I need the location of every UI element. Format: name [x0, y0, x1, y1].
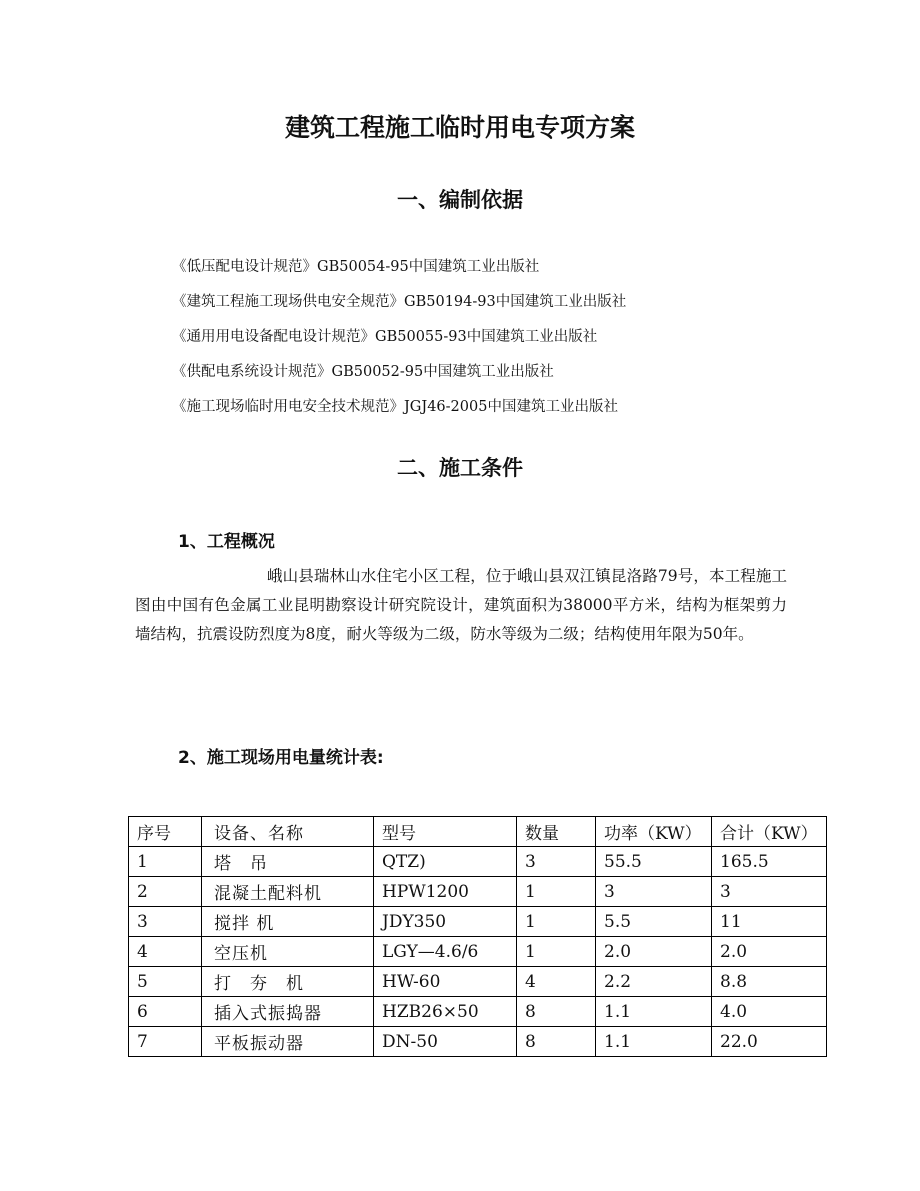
table-row — [129, 907, 827, 937]
project-overview-paragraph: 峨山县瑞林山水住宅小区工程，位于峨山县双江镇昆洛路79号，本工程施工图由中国有色金属工业昆明勘察设计研究院设计，建筑面积为38000平方米，结构为框架剪力墙结构，抗震设防烈度为8度，耐火等级为二级，防水等级为二级；结构使用年限为50年。 — [135, 567, 787, 643]
table-cell: 4 — [129, 937, 202, 967]
table-cell: 3 — [712, 877, 827, 907]
table-cell: 2.0 — [596, 937, 712, 967]
table-cell: 55.5 — [596, 847, 712, 877]
header-cell: 设备、名称 — [202, 817, 374, 847]
table-cell: 插入式振捣器 — [202, 997, 374, 1027]
table-cell: DN-50 — [374, 1027, 517, 1057]
table-cell: QTZ) — [374, 847, 517, 877]
table-cell: JDY350 — [374, 907, 517, 937]
table-cell: 5 — [129, 967, 202, 997]
table-cell: LGY—4.6/6 — [374, 937, 517, 967]
table-cell: 1 — [129, 847, 202, 877]
table-cell: 混凝土配料机 — [202, 877, 374, 907]
table-cell: 7 — [129, 1027, 202, 1057]
table-cell: 11 — [712, 907, 827, 937]
table-cell: 6 — [129, 997, 202, 1027]
table-cell: 165.5 — [712, 847, 827, 877]
document-title: 建筑工程施工临时用电专项方案 — [284, 113, 635, 142]
reference-item: 《建筑工程施工现场供电安全规范》GB50194-93中国建筑工业出版社 — [172, 294, 627, 310]
table-cell: 4 — [517, 967, 596, 997]
subsection-heading-power-table: 2、施工现场用电量统计表: — [178, 748, 384, 768]
table-cell: 4.0 — [712, 997, 827, 1027]
table-cell: 2.2 — [596, 967, 712, 997]
table-cell: 8 — [517, 1027, 596, 1057]
header-cell: 序号 — [129, 817, 202, 847]
table-cell: 3 — [517, 847, 596, 877]
table-header-row — [129, 817, 827, 847]
table-cell: 塔 吊 — [202, 847, 374, 877]
table-row — [129, 847, 827, 877]
section-heading-conditions: 二、施工条件 — [397, 456, 523, 480]
header-cell: 数量 — [517, 817, 596, 847]
section-heading-basis: 一、编制依据 — [397, 188, 523, 212]
table-cell: 打 夯 机 — [202, 967, 374, 997]
table-cell: HZB26×50 — [374, 997, 517, 1027]
reference-list — [172, 257, 626, 432]
table-row — [129, 1027, 827, 1057]
table-cell: HW-60 — [374, 967, 517, 997]
table-cell: 22.0 — [712, 1027, 827, 1057]
table-row — [129, 997, 827, 1027]
table-cell: 1.1 — [596, 1027, 712, 1057]
table-cell: 3 — [129, 907, 202, 937]
table-row — [129, 937, 827, 967]
power-statistics-table — [128, 816, 827, 1057]
table-row — [129, 877, 827, 907]
table-cell: 平板振动器 — [202, 1027, 374, 1057]
header-cell: 功率（KW） — [596, 817, 712, 847]
table-cell: 2.0 — [712, 937, 827, 967]
table-cell: 空压机 — [202, 937, 374, 967]
header-cell: 合计（KW） — [712, 817, 827, 847]
table-cell: HPW1200 — [374, 877, 517, 907]
table-cell: 3 — [596, 877, 712, 907]
table-cell: 8 — [517, 997, 596, 1027]
table-cell: 2 — [129, 877, 202, 907]
table-cell: 1 — [517, 877, 596, 907]
table-cell: 1.1 — [596, 997, 712, 1027]
table-cell: 5.5 — [596, 907, 712, 937]
table-cell: 搅拌 机 — [202, 907, 374, 937]
reference-item: 《低压配电设计规范》GB50054-95中国建筑工业出版社 — [172, 259, 540, 275]
header-cell: 型号 — [374, 817, 517, 847]
table-cell: 8.8 — [712, 967, 827, 997]
reference-item: 《供配电系统设计规范》GB50052-95中国建筑工业出版社 — [172, 364, 554, 380]
table-cell: 1 — [517, 907, 596, 937]
subsection-heading-overview: 1、工程概况 — [178, 532, 275, 552]
table-row — [129, 967, 827, 997]
reference-item: 《施工现场临时用电安全技术规范》JGJ46-2005中国建筑工业出版社 — [172, 399, 618, 415]
table-cell: 1 — [517, 937, 596, 967]
reference-item: 《通用用电设备配电设计规范》GB50055-93中国建筑工业出版社 — [172, 329, 598, 345]
